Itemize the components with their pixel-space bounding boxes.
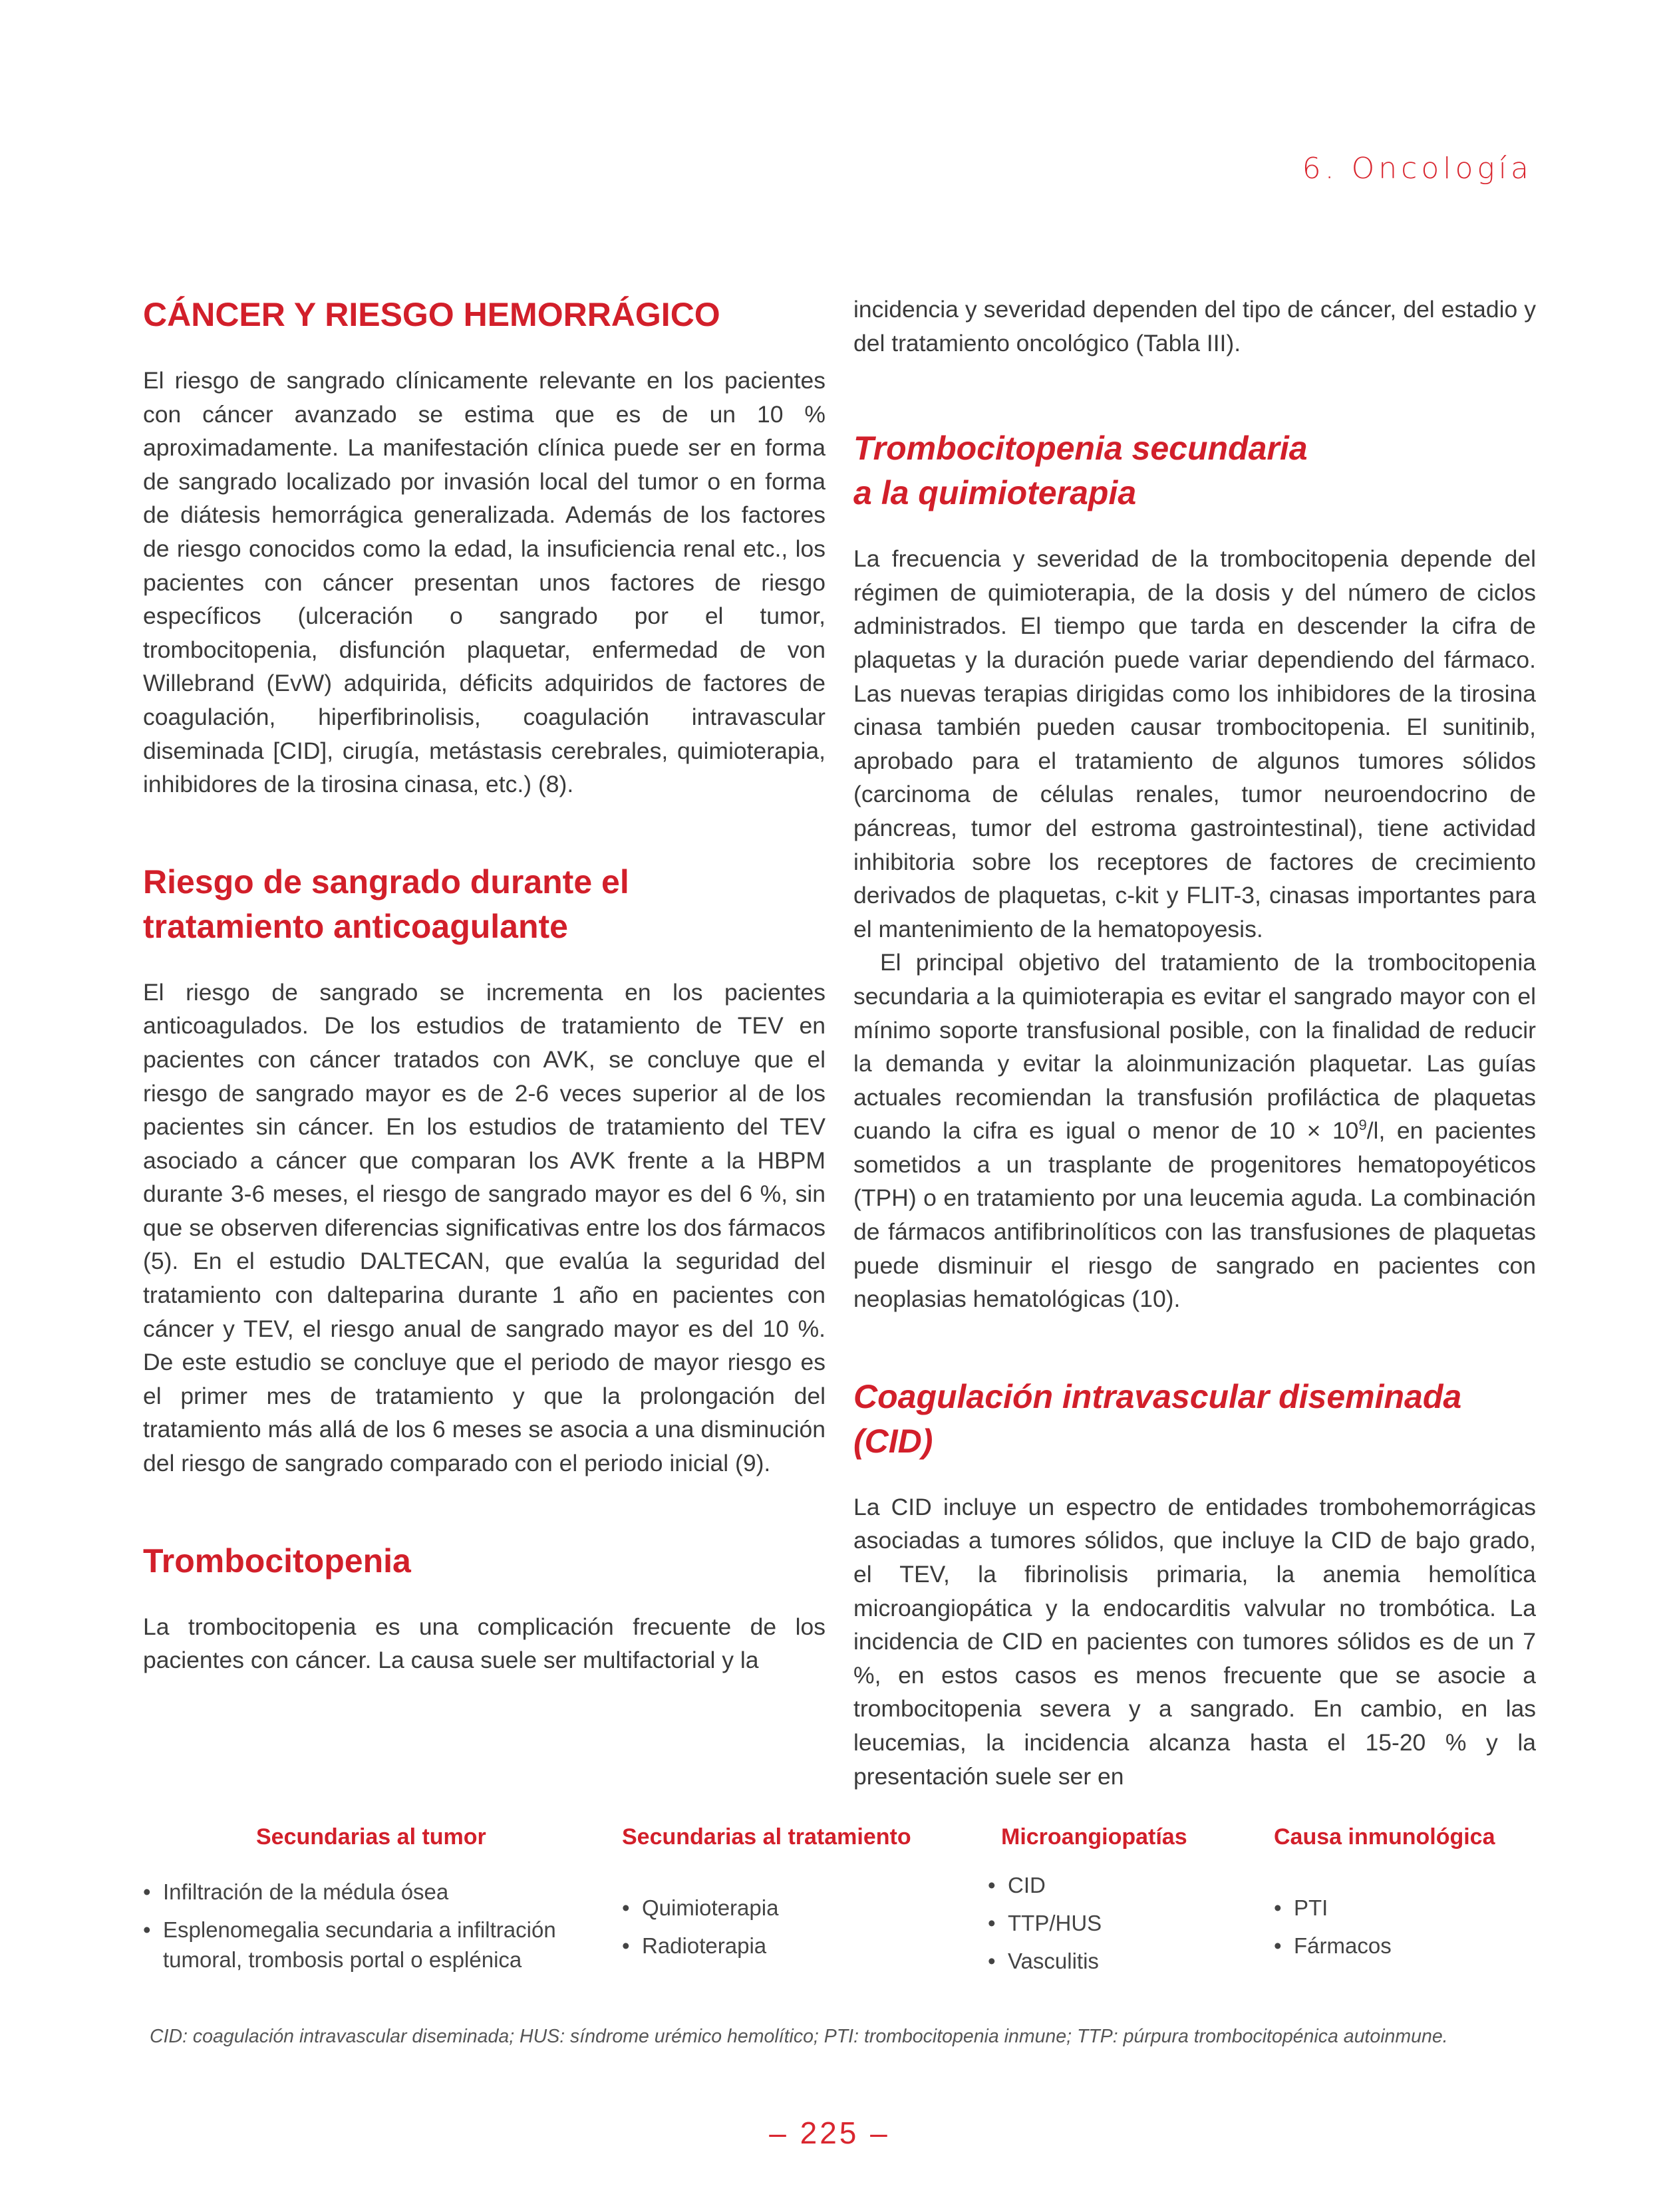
table-col-tumor [143, 1822, 609, 1983]
list-item: • Vasculitis [988, 1946, 1227, 1976]
table-header-microangio: Microangiopatías [1001, 1824, 1187, 1850]
table-col-microangio [1001, 1822, 1227, 1984]
list-item: • TTP/HUS [988, 1908, 1227, 1938]
table-footnote: CID: coagulación intravascular diseminada; HUS: síndrome urémico hemolítico; PTI: trombocitopenia inmune; TTP: púrpura trombocitopénica autoinmune. [150, 2026, 1448, 2047]
table-list-treatment [622, 1893, 968, 1961]
list-item: • Radioterapia [622, 1931, 968, 1961]
section-title-chemo-thrombocytopenia: Trombocitopenia secundaria a la quimioterapia [853, 430, 1308, 512]
section-title-thrombocytopenia: Trombocitopenia [143, 1542, 411, 1580]
paragraph-continuation: incidencia y severidad dependen del tipo de cáncer, del estadio y del tratamiento oncológico (Tabla III). [853, 296, 1536, 356]
list-item: • PTI [1274, 1893, 1520, 1923]
chapter-header: 6. Oncología [1302, 152, 1533, 186]
paragraph-anticoag: El riesgo de sangrado se incrementa en los pacientes anticoagulados. De los estudios de tratamiento de TEV en pacientes con cáncer tratados con AVK, se concluye que el riesgo de sangrado mayor es de 2-6 veces superior al de los pacientes sin cáncer. En los estudios de tratamiento del TEV asociado a cáncer que comparan los AVK frente a la HBPM durante 3-6 meses, el riesgo de sangrado mayor es del 6 %, sin que se observen diferencias significativas entre los dos fármacos (5). En el estudio DALTECAN, que evalúa la seguridad del tratamiento con dalteparina durante 1 año en pacientes con cáncer y TEV, el riesgo anual de sangrado mayor es del 10 %. De este estudio se concluye que el periodo de mayor riesgo es el primer mes de tratamiento y que la prolongación del tratamiento más allá de los 6 meses se asocia a una disminución del riesgo de sangrado comparado con el periodo inicial (9). [143, 978, 826, 1477]
list-item: • CID [988, 1870, 1227, 1900]
list-item: • Fármacos [1274, 1931, 1520, 1961]
paragraph-chemo-objective: El principal objetivo del tratamiento de la trombocitopenia secundaria a la quimioterapia es evitar el sangrado mayor con el mínimo soporte transfusional posible, con la finalidad de reducir la demanda y evitar la aloinmunización plaquetar. Las guías actuales recomiendan la transfusión profiláctica de plaquetas cuando la cifra es igual o menor de $10 \times 10^9/l$, en pacientes sometidos a un trasplante de progenitores hematopoyéticos (TPH) o en tratamiento por una leucemia aguda. La combinación de fármacos antifibrinolíticos con las transfusiones de plaquetas puede disminuir el riesgo de sangrado en pacientes con neoplasias hematológicas (10). [853, 949, 1536, 1313]
right-column [853, 293, 1536, 1793]
left-column [143, 293, 826, 1677]
page-number: – 225 – [769, 2116, 890, 2150]
list-item: • Infiltración de la médula ósea [143, 1877, 582, 1907]
section-title-cancer-bleeding: CÁNCER Y RIESGO HEMORRÁGICO [143, 296, 720, 333]
table-list-immune [1274, 1893, 1520, 1961]
table-col-immune [1274, 1822, 1520, 1969]
table-header-treatment: Secundarias al tratamiento [622, 1824, 911, 1850]
list-item: • Quimioterapia [622, 1893, 968, 1923]
table-col-treatment [622, 1822, 968, 1969]
paragraph-chemo-frequency: La frecuencia y severidad de la trombocitopenia depende del régimen de quimioterapia, de la dosis y del número de ciclos administrados. El tiempo que tarda en descender la cifra de plaquetas y la duración puede variar dependiendo del fármaco. Las nuevas terapias dirigidas como los inhibidores de la tirosina cinasa también pueden causar trombocitopenia. El sunitinib, aprobado para el tratamiento de algunos tumores sólidos (carcinoma de células renales, tumor neuroendocrino de páncreas, tumor del estroma gastrointestinal), tiene actividad inhibitoria sobre los receptores de factores de crecimiento derivados de plaquetas, c-kit y FLIT-3, cinasas importantes para el mantenimiento de la hematopoyesis. [853, 545, 1536, 942]
table-header-immune: Causa inmunológica [1274, 1824, 1495, 1850]
section-title-cid: Coagulación intravascular diseminada (CID) [853, 1377, 1462, 1460]
table-list-microangio [988, 1870, 1227, 1976]
table-header-tumor: Secundarias al tumor [256, 1824, 486, 1850]
paragraph-bleeding-risk: El riesgo de sangrado clínicamente relevante en los pacientes con cáncer avanzado se estima que es de un 10 % aproximadamente. La manifestación clínica puede ser en forma de sangrado localizado por invasión local del tumor o en forma de diátesis hemorrágica generalizada. Además de los factores de riesgo conocidos como la edad, la insuficiencia renal etc., los pacientes con cáncer presentan unos factores de riesgo específicos (ulceración o sangrado por el tumor, trombocitopenia, disfunción plaquetar, enfermedad de von Willebrand (EvW) adquirida, déficits adquiridos de factores de coagulación, hiperfibrinolisis, coagulación intravascular diseminada [CID], cirugía, metástasis cerebrales, quimioterapia, inhibidores de la tirosina cinasa, etc.) (8). [143, 367, 826, 798]
table-list-tumor [143, 1877, 582, 1975]
paragraph-cid: La CID incluye un espectro de entidades trombohemorrágicas asociadas a tumores sólidos, que incluye la CID de bajo grado, el TEV, la fibrinolisis primaria, la anemia hemolítica microangiopática y la endocarditis valvular no trombótica. La incidencia de CID en pacientes con tumores sólidos es de un 7 %, en estos casos es menos frecuente que se asocie a trombocitopenia severa y a sangrado. En cambio, en las leucemias, la incidencia alcanza hasta el 15-20 % y la presentación suele ser en [853, 1493, 1536, 1790]
section-title-anticoag: Riesgo de sangrado durante el tratamiento anticoagulante [143, 863, 629, 945]
paragraph-thrombocytopenia: La trombocitopenia es una complicación frecuente de los pacientes con cáncer. La causa suele ser multifactorial y la [143, 1613, 826, 1674]
list-item: • Esplenomegalia secundaria a infiltración tumoral, trombosis portal o esplénica [143, 1915, 582, 1975]
